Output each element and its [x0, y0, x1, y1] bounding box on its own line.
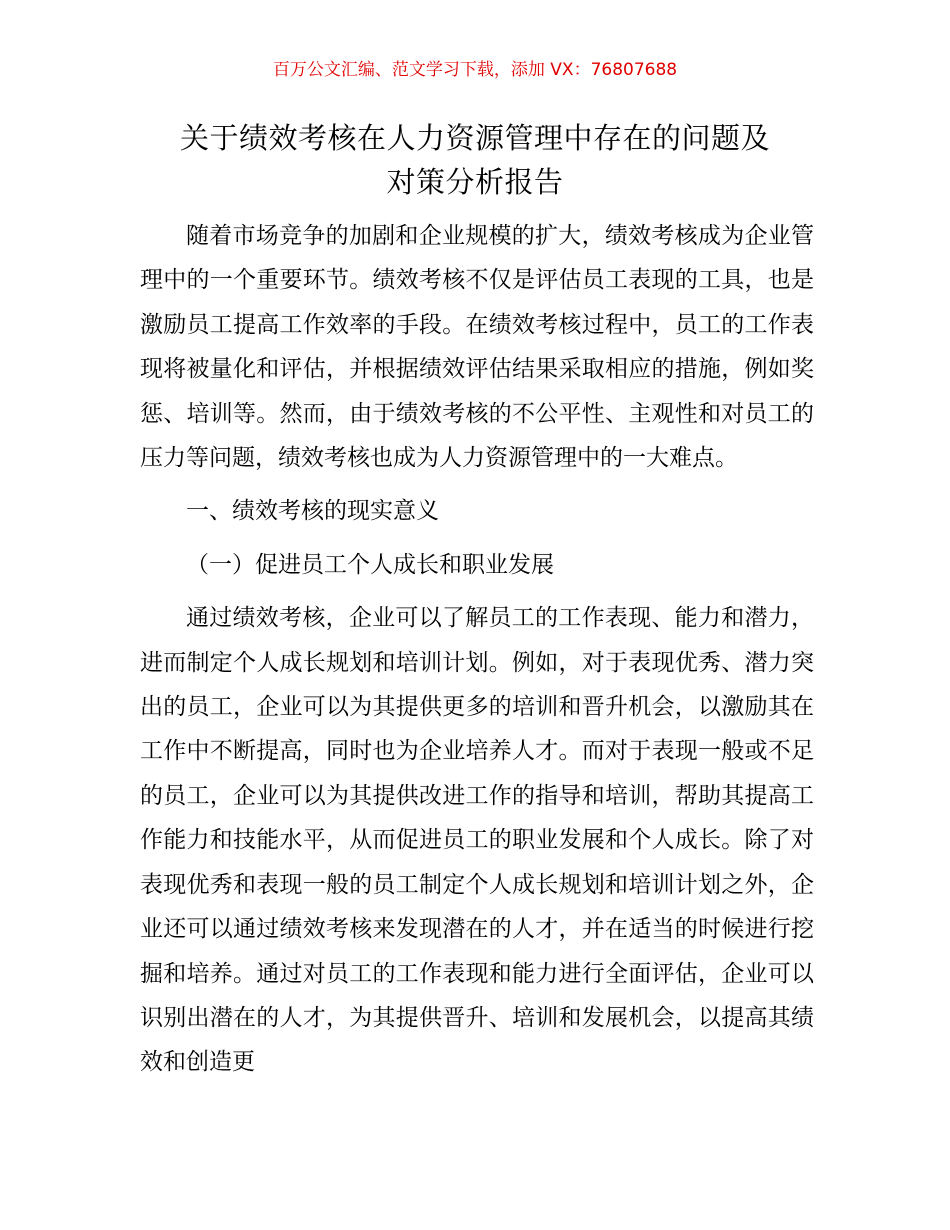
document-title — [135, 116, 815, 204]
title-line-2: 对策分析报告 — [386, 165, 564, 199]
header-watermark-note: 百万公文汇编、范文学习下载，添加 VX：76807688 — [272, 60, 678, 80]
subsection-heading-1: （一）促进员工个人成长和职业发展 — [186, 551, 554, 578]
title-line-1: 关于绩效考核在人力资源管理中存在的问题及 — [179, 121, 770, 155]
section-heading-1: 一、绩效考核的现实意义 — [186, 498, 439, 525]
body-paragraph-1: 通过绩效考核，企业可以了解员工的工作表现、能力和潜力，进而制定个人成长规划和培训计划。例如，对于表现优秀、潜力突出的员工，企业可以为其提供更多的培训和晋升机会，以激励其在工作中不断提高，同时也为企业培养人才。而对于表现一般或不足的员工，企业可以为其提供改进工作的指导和培训，帮助其提高工作能力和技能水平，从而促进员工的职业发展和个人成长。除了对表现优秀和表现一般的员工制定个人成长规划和培训计划之外，企业还可以通过绩效考核来发现潜在的人才，并在适当的时候进行挖掘和培养。通过对员工的工作表现和能力进行全面评估，企业可以识别出潜在的人才，为其提供晋升、培训和发展机会，以提高其绩效和创造更 — [140, 605, 814, 1076]
intro-paragraph: 随着市场竞争的加剧和企业规模的扩大，绩效考核成为企业管理中的一个重要环节。绩效考核不仅是评估员工表现的工具，也是激励员工提高工作效率的手段。在绩效考核过程中，员工的工作表现将被量化和评估，并根据绩效评估结果采取相应的措施，例如奖惩、培训等。然而，由于绩效考核的不公平性、主观性和对员工的压力等问题，绩效考核也成为人力资源管理中的一大难点。 — [140, 223, 814, 472]
document-body — [140, 214, 814, 1085]
